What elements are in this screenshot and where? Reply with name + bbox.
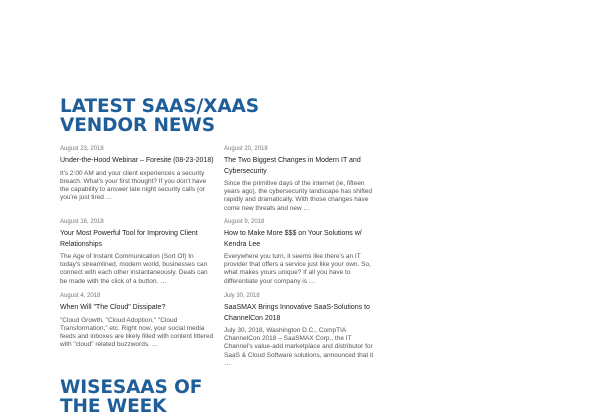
article-date: July 30, 2018: [224, 293, 260, 299]
news-article: [60, 145, 215, 202]
news-article: [60, 292, 215, 349]
article-date: August 23, 2018: [60, 146, 104, 152]
article-excerpt: The Age of Instant Communication (Sort Of) In today's streamlined, modern world, businesses can connect with each other instantaneously. Deals can be made with the click of a button. …: [60, 253, 208, 285]
news-article: [60, 218, 215, 286]
article-excerpt: July 30, 2018, Washington D.C., CompTIA ChannelCon 2018 – SaaSMAX Corp., the IT Channel's value-add marketplace and distributor for SaaS & Cloud Software solutions, announced that it …: [224, 327, 374, 367]
article-title-link[interactable]: When Will "The Cloud" Dissipate?: [60, 304, 166, 311]
article-excerpt: "Cloud Growth, "Cloud Adoption," "Cloud Transformation," etc. Right now, your social media feeds and inboxes are likely filled with content littered with "cloud" related buzzwords. …: [60, 316, 214, 349]
article-title-link[interactable]: The Two Biggest Changes in Modern IT and Cybersecurity: [224, 157, 361, 175]
article-date: August 4, 2018: [60, 293, 101, 299]
news-article: [224, 292, 376, 368]
article-excerpt: It's 2:00 AM and your client experiences a security breach. What's your first thought? If you don't have the capability to answer late night security calls (or you're just tired …: [60, 169, 207, 202]
latest-vendor-news-heading: LATEST SAAS/XAAS VENDOR NEWS: [60, 96, 259, 136]
article-date: August 9, 2018: [224, 219, 265, 225]
article-date: August 20, 2018: [224, 146, 268, 152]
article-title-link[interactable]: SaaSMAX Brings Innovative SaaS-Solutions to ChannelCon 2018: [224, 304, 370, 322]
news-article: [224, 218, 376, 286]
article-excerpt: Since the primitive days of the internet (ie, fifteen years ago), the cybersecurity landscape has shifted rapidly and dramatically. With those changes have come new threats and new …: [224, 180, 373, 212]
wisesaas-of-the-week-heading: WISESAAS OF THE WEEK: [60, 377, 203, 417]
article-date: August 16, 2018: [60, 219, 104, 225]
article-excerpt: Everywhere you turn, it seems like there's an IT provider that offers a service just like your own. So, what makes yours unique? If all you have to differentiate your company is …: [224, 253, 371, 285]
news-article: [224, 145, 376, 213]
article-title-link[interactable]: Your Most Powerful Tool for Improving Client Relationships: [60, 230, 198, 248]
article-title-link[interactable]: Under-the-Hood Webinar – Foresite (08-23-2018): [60, 157, 214, 164]
article-title-link[interactable]: How to Make More $$$ on Your Solutions w/ Kendra Lee: [224, 230, 362, 248]
